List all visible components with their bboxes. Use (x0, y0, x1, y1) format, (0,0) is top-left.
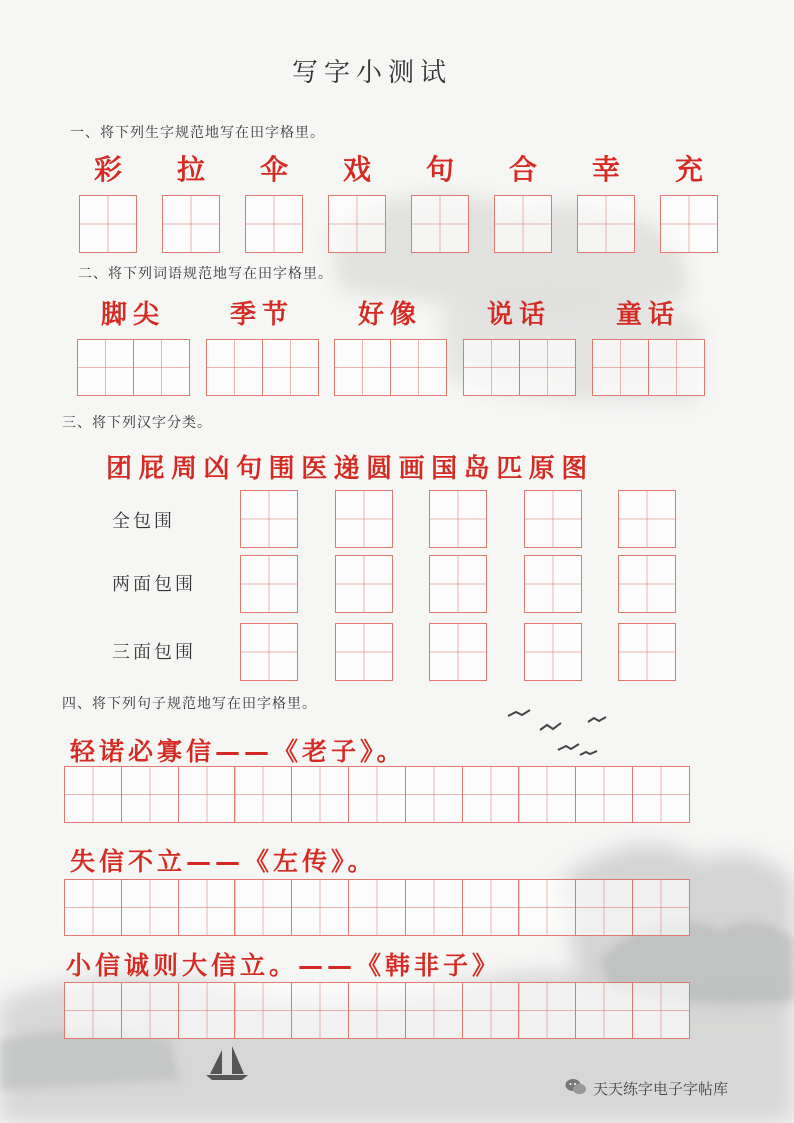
sentence-2: 失信不立——《左传》。 (70, 847, 377, 876)
writing-grid-cell[interactable] (462, 879, 520, 936)
pool-char: 圆 (366, 454, 399, 484)
writing-grid-cell[interactable] (348, 766, 406, 823)
writing-grid-cell[interactable] (648, 339, 705, 396)
writing-grid-cell[interactable] (234, 879, 292, 936)
writing-grid-cell[interactable] (518, 982, 576, 1039)
writing-grid-cell[interactable] (79, 195, 137, 253)
wechat-icon (565, 1078, 587, 1096)
section1-char: 彩 (93, 153, 122, 186)
writing-grid-cell[interactable] (245, 195, 303, 253)
section1-instruction: 一、将下列生字规范地写在田字格里。 (70, 125, 325, 141)
writing-grid-cell[interactable] (335, 623, 393, 681)
section2-word: 好像 (357, 300, 422, 330)
writing-grid-cell[interactable] (162, 195, 220, 253)
writing-grid-cell[interactable] (632, 982, 690, 1039)
section1-char: 幸 (591, 153, 620, 186)
writing-grid-cell[interactable] (618, 490, 676, 548)
writing-grid-cell[interactable] (178, 982, 236, 1039)
writing-grid-cell[interactable] (575, 982, 633, 1039)
writing-grid-cell[interactable] (240, 623, 298, 681)
writing-grid-cell[interactable] (133, 339, 190, 396)
writing-grid-cell[interactable] (632, 879, 690, 936)
writing-grid-cell[interactable] (64, 982, 122, 1039)
pool-char: 递 (333, 454, 367, 484)
sentence-1: 轻诺必寡信——《老子》。 (70, 737, 406, 766)
section1-char: 拉 (176, 153, 205, 186)
section2-word: 说话 (486, 300, 551, 330)
pool-char: 凶 (203, 454, 237, 484)
section2-word: 季节 (229, 300, 294, 330)
category-label-two-sided: 两面包围 (112, 574, 196, 595)
pool-char: 屁 (138, 454, 172, 484)
writing-grid-cell[interactable] (524, 490, 582, 548)
writing-grid-cell[interactable] (335, 490, 393, 548)
writing-grid-cell[interactable] (618, 555, 676, 613)
writing-grid-cell[interactable] (328, 195, 386, 253)
writing-grid-cell[interactable] (519, 339, 576, 396)
section2-word: 脚尖 (100, 300, 165, 330)
section4-instruction: 四、将下列句子规范地写在田字格里。 (62, 696, 317, 712)
writing-grid-cell[interactable] (234, 766, 292, 823)
pool-char: 原 (528, 454, 562, 484)
sentence-3: 小信诚则大信立。——《韩非子》 (66, 951, 502, 980)
writing-grid-cell[interactable] (518, 766, 576, 823)
writing-grid-cell[interactable] (291, 879, 349, 936)
writing-grid-cell[interactable] (411, 195, 469, 253)
writing-grid-cell[interactable] (178, 879, 236, 936)
sentence-grid-row (64, 879, 689, 936)
writing-grid-cell[interactable] (334, 339, 391, 396)
category-label-full: 全包围 (112, 511, 175, 532)
writing-grid-cell[interactable] (632, 766, 690, 823)
sentence-grid-row (64, 982, 689, 1039)
writing-grid-cell[interactable] (178, 766, 236, 823)
writing-grid-cell[interactable] (390, 339, 447, 396)
pool-char: 围 (268, 454, 302, 484)
writing-grid-cell[interactable] (405, 766, 463, 823)
pool-char: 匹 (496, 454, 529, 484)
writing-grid-cell[interactable] (618, 623, 676, 681)
section1-char: 充 (674, 153, 703, 186)
writing-grid-cell[interactable] (405, 879, 463, 936)
pool-char: 岛 (463, 454, 497, 484)
writing-grid-cell[interactable] (405, 982, 463, 1039)
pool-char: 图 (561, 454, 594, 484)
writing-grid-cell[interactable] (592, 339, 649, 396)
section1-char: 句 (425, 153, 454, 186)
writing-grid-cell[interactable] (291, 766, 349, 823)
writing-grid-cell[interactable] (518, 879, 576, 936)
page-title: 写字小测试 (291, 58, 452, 88)
writing-grid-cell[interactable] (77, 339, 134, 396)
writing-grid-cell[interactable] (262, 339, 319, 396)
pool-char: 医 (301, 454, 334, 484)
writing-grid-cell[interactable] (121, 982, 179, 1039)
writing-grid-cell[interactable] (462, 766, 520, 823)
birds-icon (508, 710, 606, 755)
writing-grid-cell[interactable] (429, 490, 487, 548)
pool-char: 画 (398, 454, 432, 484)
pool-char: 周 (171, 454, 204, 484)
writing-grid-cell[interactable] (121, 879, 179, 936)
writing-grid-cell[interactable] (524, 623, 582, 681)
character-pool (106, 448, 594, 485)
writing-grid-cell[interactable] (335, 555, 393, 613)
section2-instruction: 二、将下列词语规范地写在田字格里。 (78, 266, 333, 282)
writing-grid-cell[interactable] (121, 766, 179, 823)
writing-grid-cell[interactable] (291, 982, 349, 1039)
writing-grid-cell[interactable] (575, 879, 633, 936)
section2-word: 童话 (615, 300, 680, 330)
watermark-text: 天天练字电子字帖库 (593, 1080, 729, 1098)
section1-char: 伞 (259, 153, 288, 186)
writing-grid-cell[interactable] (524, 555, 582, 613)
writing-grid-cell[interactable] (348, 879, 406, 936)
writing-grid-cell[interactable] (494, 195, 552, 253)
writing-grid-cell[interactable] (575, 766, 633, 823)
section3-instruction: 三、将下列汉字分类。 (62, 415, 212, 431)
writing-grid-cell[interactable] (429, 623, 487, 681)
writing-grid-cell[interactable] (64, 766, 122, 823)
writing-grid-cell[interactable] (577, 195, 635, 253)
sentence-grid-row (64, 766, 689, 823)
writing-grid-cell[interactable] (240, 490, 298, 548)
writing-grid-cell[interactable] (64, 879, 122, 936)
writing-grid-cell[interactable] (240, 555, 298, 613)
writing-grid-cell[interactable] (206, 339, 263, 396)
writing-grid-cell[interactable] (660, 195, 718, 253)
writing-grid-cell[interactable] (462, 982, 520, 1039)
writing-grid-cell[interactable] (348, 982, 406, 1039)
section1-char: 合 (508, 153, 537, 186)
category-label-three-sided: 三面包围 (112, 642, 196, 663)
writing-grid-cell[interactable] (234, 982, 292, 1039)
writing-grid-cell[interactable] (429, 555, 487, 613)
section1-char: 戏 (342, 153, 371, 186)
writing-grid-cell[interactable] (463, 339, 520, 396)
pool-char: 团 (106, 454, 139, 484)
pool-char: 国 (431, 454, 464, 484)
pool-char: 句 (236, 454, 269, 484)
